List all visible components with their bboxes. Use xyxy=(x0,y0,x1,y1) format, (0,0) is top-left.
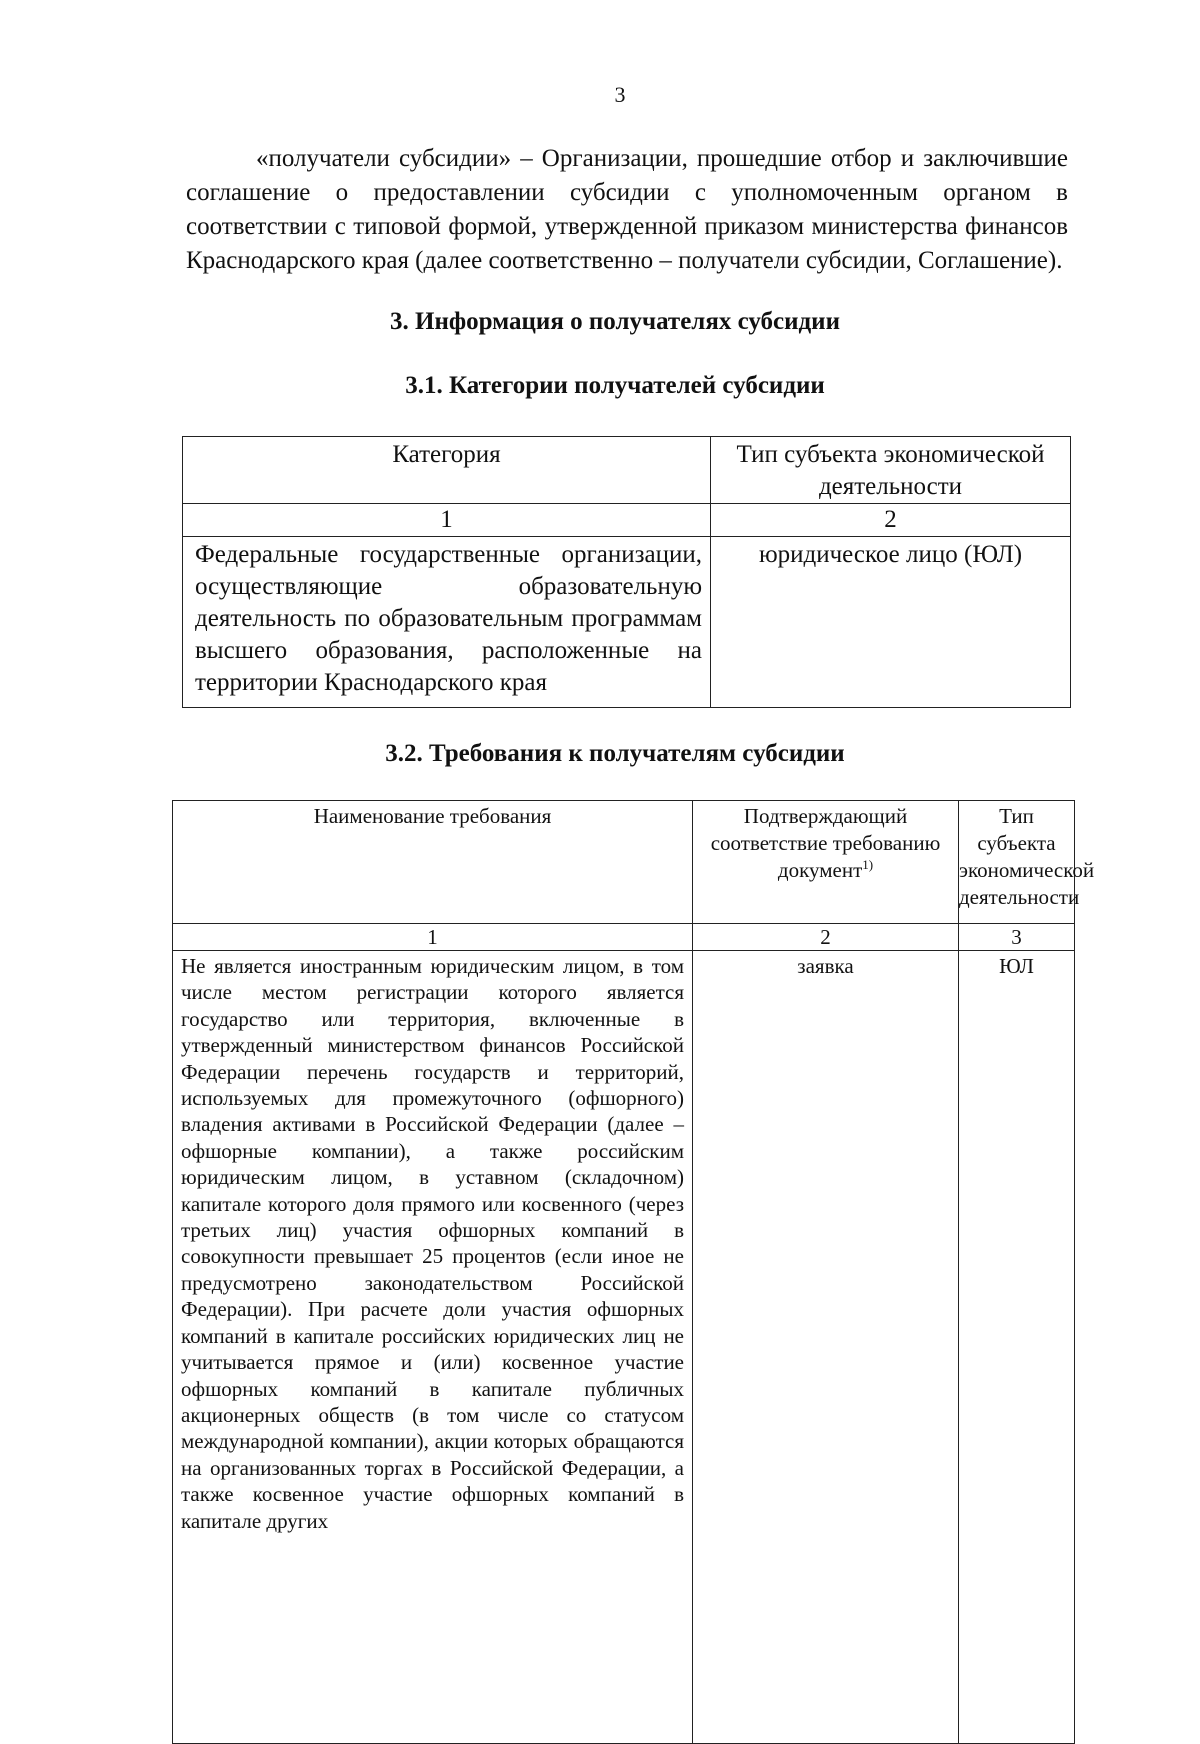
entity-type-cell: юридическое лицо (ЮЛ) xyxy=(711,537,1071,708)
column-number-1: 1 xyxy=(173,924,693,951)
table-header-row xyxy=(173,801,1075,924)
column-number-2: 2 xyxy=(711,504,1071,537)
recipient-categories-table xyxy=(182,436,1071,708)
column-number-row xyxy=(183,504,1071,537)
column-number-2: 2 xyxy=(693,924,959,951)
section-3-2-title: 3.2. Требования к получателям субсидии xyxy=(385,740,845,767)
header-confirming-document xyxy=(693,801,959,924)
section-3-1-title: 3.1. Категории получателей субсидии xyxy=(405,372,825,399)
header-category: Категория xyxy=(183,437,711,504)
header-entity-type: Тип субъекта экономической деятельности xyxy=(711,437,1071,504)
intro-paragraph: «получатели субсидии» – Организации, прошедшие отбор и заключившие соглашение о предоставлении субсидии с уполномоченным органом в соответствии с типовой формой, утвержденной приказом министерства финансов Краснодарского края (далее соответственно – получатели субсидии, Соглашение). xyxy=(186,145,1068,274)
entity-type-cell: ЮЛ xyxy=(959,951,1075,1744)
table-header-row xyxy=(183,437,1071,504)
column-number-row xyxy=(173,924,1075,951)
table-row xyxy=(173,951,1075,1744)
category-cell: Федеральные государственные организации, осуществляющие образовательную деятельность по образовательным программам высшего образования, расположенные на территории Краснодарского края xyxy=(183,537,711,708)
column-number-3: 3 xyxy=(959,924,1075,951)
document-cell: заявка xyxy=(693,951,959,1744)
table-row xyxy=(183,537,1071,708)
header-requirement-name: Наименование требования xyxy=(173,801,693,924)
section-3-title: 3. Информация о получателях субсидии xyxy=(390,308,840,335)
footnote-mark: 1) xyxy=(862,857,874,872)
header-confirming-document-text: Подтверждающий соответствие требованию документ xyxy=(710,804,941,882)
recipient-requirements-table xyxy=(172,800,1095,1744)
page-number: 3 xyxy=(614,82,626,107)
column-number-1: 1 xyxy=(183,504,711,537)
header-entity-type: Тип субъекта экономической деятельности xyxy=(959,801,1075,924)
requirement-cell: Не является иностранным юридическим лицом, в том числе местом регистрации которого является государство или территория, включенные в утвержденный министерством финансов Российской Федерации перечень государств и территорий, используемых для промежуточного (офшорного) владения активами в Российской Федерации (далее – офшорные компании), а также российским юридическим лицом, в уставном (складочном) капитале которого доля прямого или косвенного (через третьих лиц) участия офшорных компаний в совокупности превышает 25 процентов (если иное не предусмотрено законодательством Российской Федерации). При расчете доли участия офшорных компаний в капитале российских юридических лиц не учитывается прямое и (или) косвенное участие офшорных компаний в капитале публичных акционерных обществ (в том числе со статусом международной компании), акции которых обращаются на организованных торгах в Российской Федерации, а также косвенное участие офшорных компаний в капитале других xyxy=(173,951,693,1744)
